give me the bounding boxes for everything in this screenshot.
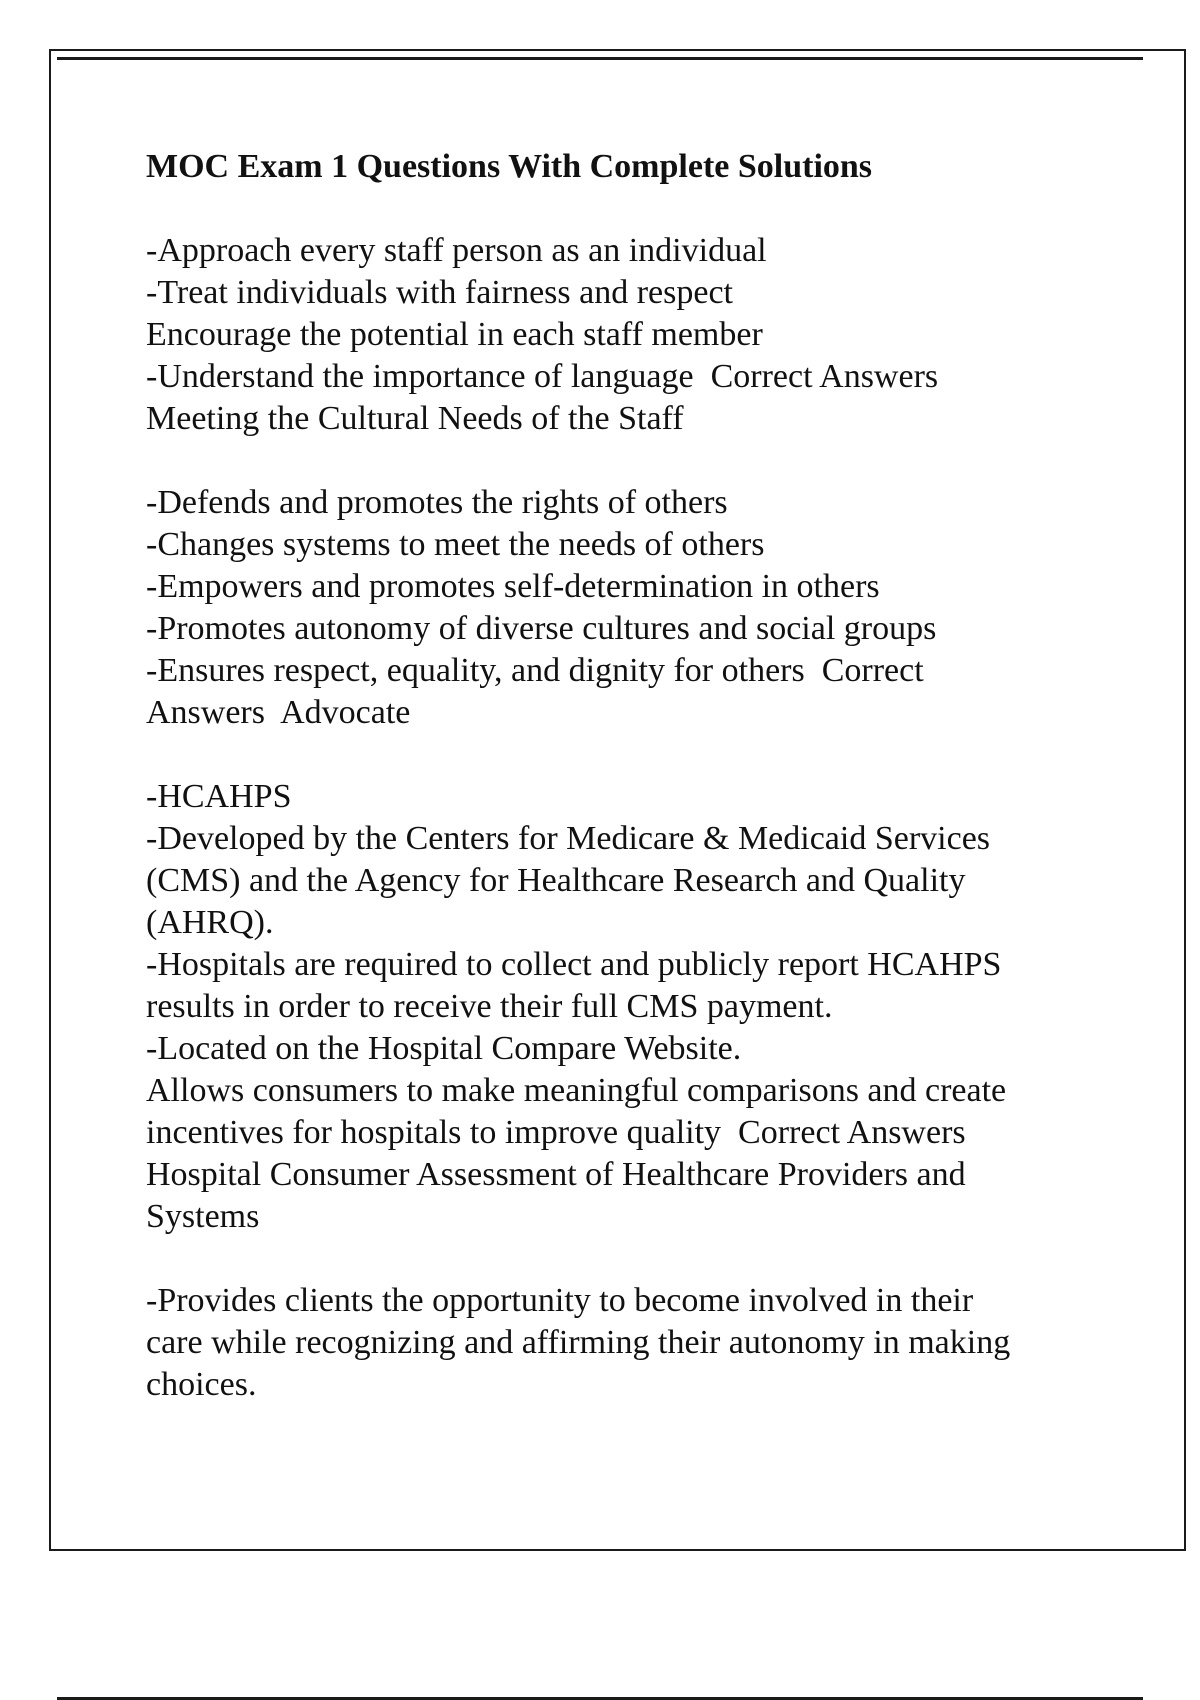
text-line: -Promotes autonomy of diverse cultures and social groups [146, 610, 937, 647]
text-line: Answers Advocate [146, 694, 411, 731]
qa-block-hcahps [146, 776, 1086, 1238]
text-line: Hospital Consumer Assessment of Healthcare Providers and [146, 1156, 966, 1193]
paragraph-spacer [146, 440, 1086, 482]
text-line: -Developed by the Centers for Medicare & Medicaid Services [146, 820, 991, 857]
text-line: -Hospitals are required to collect and publicly report HCAHPS [146, 946, 1002, 983]
text-line: Systems [146, 1198, 260, 1235]
text-line: -Located on the Hospital Compare Website. [146, 1030, 742, 1067]
text-line: choices. [146, 1366, 257, 1403]
header-rule [57, 57, 1143, 60]
text-line: (AHRQ). [146, 904, 274, 941]
text-line: -Changes systems to meet the needs of others [146, 526, 765, 563]
text-line: -Treat individuals with fairness and respect [146, 274, 733, 311]
document-body [146, 146, 1086, 1406]
paragraph-spacer [146, 188, 1086, 230]
paragraph-spacer [146, 1238, 1086, 1280]
document-title: MOC Exam 1 Questions With Complete Solutions [146, 148, 873, 185]
text-line: -Understand the importance of language Correct Answers [146, 358, 939, 395]
text-line: -Ensures respect, equality, and dignity for others Correct [146, 652, 924, 689]
text-line: -Approach every staff person as an individual [146, 232, 767, 269]
text-line: Meeting the Cultural Needs of the Staff [146, 400, 684, 437]
paragraph-spacer [146, 734, 1086, 776]
text-line: Encourage the potential in each staff member [146, 316, 763, 353]
text-line: -Defends and promotes the rights of others [146, 484, 728, 521]
text-line: Allows consumers to make meaningful comparisons and create [146, 1072, 1007, 1109]
text-line: -Empowers and promotes self-determination in others [146, 568, 880, 605]
text-line: -HCAHPS [146, 778, 292, 815]
qa-block-client-autonomy [146, 1280, 1086, 1406]
text-line: incentives for hospitals to improve quality Correct Answers [146, 1114, 966, 1151]
qa-block-advocate [146, 482, 1086, 734]
text-line: care while recognizing and affirming their autonomy in making [146, 1324, 1011, 1361]
qa-block-cultural-needs [146, 230, 1086, 440]
text-line: -Provides clients the opportunity to become involved in their [146, 1282, 974, 1319]
text-line: results in order to receive their full CMS payment. [146, 988, 833, 1025]
text-line: (CMS) and the Agency for Healthcare Research and Quality [146, 862, 966, 899]
